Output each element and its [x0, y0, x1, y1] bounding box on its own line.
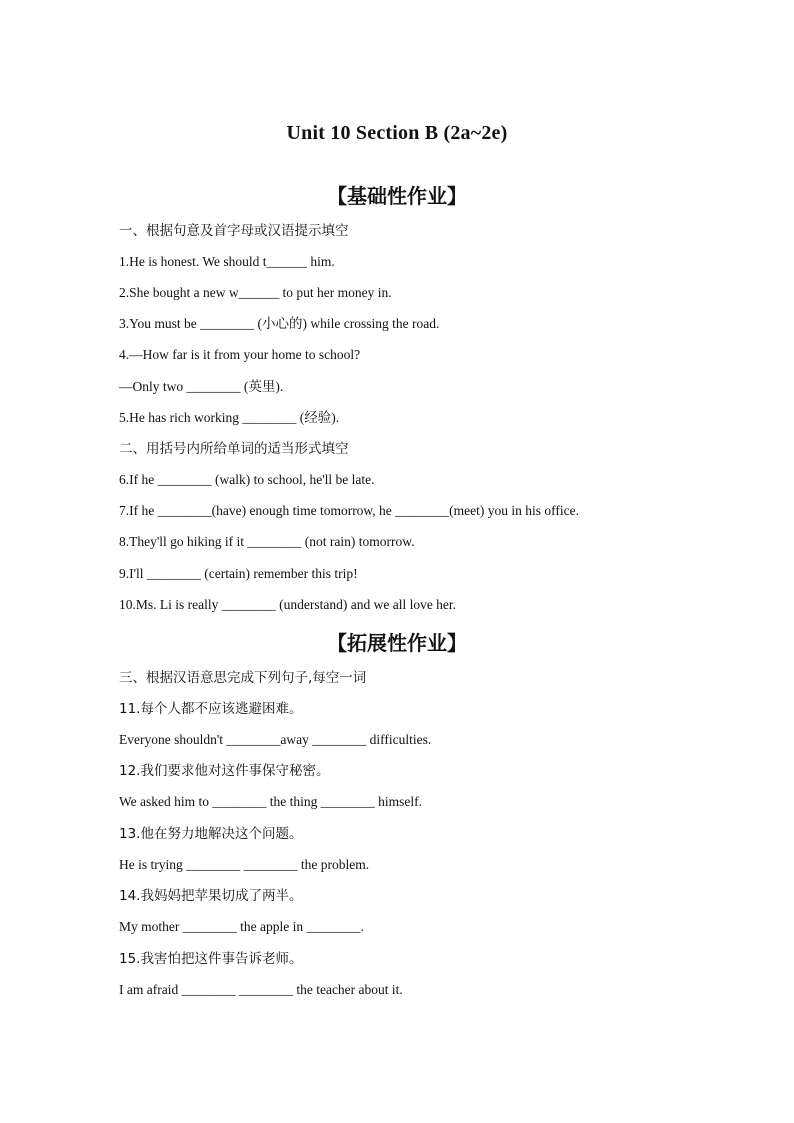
question-line: 2.She bought a new w______ to put her money in.	[119, 285, 392, 300]
question-line: 4.—How far is it from your home to school?	[119, 347, 361, 362]
question-chinese: 13.他在努力地解决这个问题。	[119, 826, 303, 842]
part1-instruction: 一、根据句意及首字母或汉语提示填空	[119, 223, 349, 239]
question-chinese: 12.我们要求他对这件事保守秘密。	[119, 763, 330, 779]
question-line: 7.If he ________(have) enough time tomorrow, he ________(meet) you in his office.	[119, 503, 580, 518]
question-line: My mother ________ the apple in ________.	[119, 919, 364, 934]
question-line: 6.If he ________ (walk) to school, he'll be late.	[119, 472, 375, 487]
question-line: 5.He has rich working ________ (经验).	[119, 410, 340, 425]
question-line: 8.They'll go hiking if it ________ (not rain) tomorrow.	[119, 534, 415, 549]
section-heading-basic: 【基础性作业】	[327, 184, 467, 208]
question-line: 10.Ms. Li is really ________ (understand) and we all love her.	[119, 597, 457, 612]
part2-instruction: 二、用括号内所给单词的适当形式填空	[119, 441, 349, 457]
part3-instruction: 三、根据汉语意思完成下列句子,每空一词	[119, 670, 367, 686]
question-line: We asked him to ________ the thing ________ himself.	[119, 794, 423, 809]
question-chinese: 14.我妈妈把苹果切成了两半。	[119, 888, 303, 904]
question-chinese: 11.每个人都不应该逃避困难。	[119, 701, 303, 717]
question-line: 9.I'll ________ (certain) remember this trip!	[119, 566, 358, 581]
question-line: 3.You must be ________ (小心的) while crossing the road.	[119, 316, 440, 331]
question-line: 1.He is honest. We should t______ him.	[119, 254, 335, 269]
question-chinese: 15.我害怕把这件事告诉老师。	[119, 951, 303, 967]
question-line: —Only two ________ (英里).	[119, 379, 284, 394]
section-heading-extended: 【拓展性作业】	[327, 631, 467, 655]
question-line: I am afraid ________ ________ the teacher about it.	[119, 982, 403, 997]
page-title: Unit 10 Section B (2a~2e)	[286, 122, 508, 144]
question-line: He is trying ________ ________ the problem.	[119, 857, 370, 872]
question-line: Everyone shouldn't ________away ________ difficulties.	[119, 732, 432, 747]
